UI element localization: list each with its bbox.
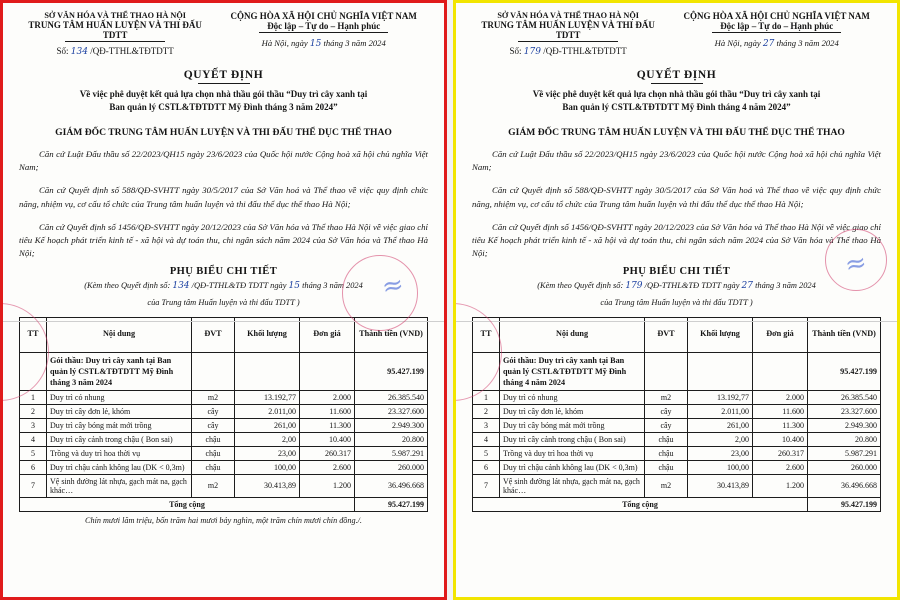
amount-in-words: Chín mươi lăm triệu, bốn trăm hai mươi bảy nghìn, một trăm chín mươi chín đồng./.	[85, 515, 362, 525]
cell-price: 260.317	[300, 446, 355, 460]
cell-tt: 7	[20, 474, 47, 497]
divider	[518, 41, 618, 42]
org-parent-label: SỞ VĂN HÓA VÀ THỂ THAO HÀ NỘI	[497, 11, 639, 20]
nation-motto-label: Độc lập – Tự do – Hạnh phúc	[720, 21, 834, 31]
column-header-content: Nội dung	[47, 317, 192, 352]
annex-ref-prefix: (Kèm theo Quyết định số:	[84, 281, 171, 291]
cell-price: 10.400	[300, 432, 355, 446]
divider	[259, 32, 388, 33]
cell-quantity: 13.192,77	[235, 390, 300, 404]
detail-table	[19, 317, 428, 512]
cell-price: 2.600	[300, 460, 355, 474]
cell-package-amount: 95.427.199	[355, 352, 428, 390]
cell-unit: chậu	[192, 460, 235, 474]
decision-title-block	[19, 69, 428, 138]
place-date-line	[672, 38, 881, 49]
legal-basis-paragraph-2: Căn cứ Quyết định số 588/QĐ-SVHTT ngày 30/5/2017 của Sở Văn hoá và Thể thao về việc quy định chức năng, nhiệm vụ, cơ cấu tổ chức của Trung tâm huấn luyện và thi đấu thể dục thể thao Hà Nội;	[472, 185, 881, 209]
cell-amount: 260.000	[808, 460, 881, 474]
cell-price: 10.400	[753, 432, 808, 446]
page-break-divider	[456, 321, 897, 322]
place-date-suffix: tháng 3 năm 2024	[323, 38, 386, 48]
document-number	[472, 46, 664, 57]
place-date-line	[219, 38, 428, 49]
cell-tt: 7	[473, 474, 500, 497]
cell-amount: 36.496.668	[808, 474, 881, 497]
nation-title-label: CỘNG HÒA XÃ HỘI CHỦ NGHĨA VIỆT NAM	[230, 11, 417, 21]
place-date-prefix: Hà Nội, ngày	[714, 38, 761, 48]
document-right[interactable]	[453, 0, 900, 600]
cell-content: Trồng và duy trì hoa thời vụ	[500, 446, 645, 460]
table-row	[20, 432, 428, 446]
decision-title-block	[472, 69, 881, 138]
annex-header	[472, 266, 881, 309]
cell-tt: 3	[473, 418, 500, 432]
cell-tt: 6	[20, 460, 47, 474]
table-body	[20, 352, 428, 511]
table-body	[473, 352, 881, 511]
cell-content: Duy trì chậu cảnh không lau (DK < 0,3m)	[500, 460, 645, 474]
cell-content: Duy trì cây đơn lẻ, khóm	[500, 404, 645, 418]
cell-tt: 1	[20, 390, 47, 404]
nation-motto-label: Độc lập – Tự do – Hạnh phúc	[267, 21, 381, 31]
so-suffix-label: /QĐ-TTHL&TĐTDTT	[543, 46, 627, 56]
column-header-unit: ĐVT	[192, 317, 235, 352]
cell-amount: 36.496.668	[355, 474, 428, 497]
national-heading	[219, 11, 428, 49]
table-row	[20, 404, 428, 418]
org-name-label: TRUNG TÂM HUẤN LUYỆN VÀ THI ĐẤU TDTT	[28, 20, 202, 40]
issuing-authority-label: GIÁM ĐỐC TRUNG TÂM HUẤN LUYỆN VÀ THI ĐẤU THỂ DỤC THỂ THAO	[55, 127, 392, 139]
annex-reference-line	[19, 280, 428, 294]
table-header-row	[20, 317, 428, 352]
cell-unit: cây	[645, 404, 688, 418]
cell-amount: 23.327.600	[355, 404, 428, 418]
cell-unit	[192, 352, 235, 390]
cell-unit: chậu	[645, 460, 688, 474]
annex-ref-mid: /QĐ-TTHL&TĐ TDTT ngày	[644, 281, 740, 291]
table-row	[473, 432, 881, 446]
annex-ref-suffix: tháng 3 năm 2024	[755, 281, 816, 291]
legal-basis-paragraph-1: Căn cứ Luật Đấu thầu số 22/2023/QH15 ngày 23/6/2023 của Quốc hội nước Cộng hoà xã hội chủ nghĩa Việt Nam;	[19, 149, 428, 173]
column-header-tt: TT	[473, 317, 500, 352]
issuing-organization	[472, 11, 664, 57]
so-prefix-label: Số:	[56, 46, 69, 56]
total-label: Tổng cộng	[20, 497, 355, 511]
table-row	[473, 404, 881, 418]
cell-content: Duy trì cây bóng mát mới trồng	[47, 418, 192, 432]
cell-unit: m2	[645, 390, 688, 404]
document-number	[19, 46, 211, 57]
cell-tt: 4	[473, 432, 500, 446]
cell-unit: cây	[192, 404, 235, 418]
cell-content: Duy trì cỏ nhung	[47, 390, 192, 404]
decision-subject-line-1: Về việc phê duyệt kết quả lựa chọn nhà thầu gói thầu “Duy trì cây xanh tại	[532, 89, 821, 99]
annex-header	[19, 266, 428, 309]
cell-price	[300, 352, 355, 390]
letterhead	[19, 11, 428, 57]
cell-quantity: 23,00	[688, 446, 753, 460]
table-row	[20, 474, 428, 497]
cell-quantity: 261,00	[235, 418, 300, 432]
cell-quantity: 30.413,89	[235, 474, 300, 497]
cell-price: 11.300	[300, 418, 355, 432]
cell-amount: 5.987.291	[808, 446, 881, 460]
column-header-quantity: Khối lượng	[688, 317, 753, 352]
divider	[65, 41, 165, 42]
cell-content: Duy trì cây đơn lẻ, khóm	[47, 404, 192, 418]
cell-content: Duy trì cây cảnh trong chậu ( Bon sai)	[500, 432, 645, 446]
cell-unit: m2	[192, 474, 235, 497]
divider	[198, 83, 250, 84]
page-title: QUYẾT ĐỊNH	[636, 69, 717, 81]
table-row-package	[473, 352, 881, 390]
cell-content: Duy trì cây cảnh trong chậu ( Bon sai)	[47, 432, 192, 446]
decision-subject-line-2: Ban quản lý CSTL&TĐTDTT Mỹ Đình tháng 4 năm 2024”	[562, 102, 791, 113]
column-header-unit: ĐVT	[645, 317, 688, 352]
cell-package-amount: 95.427.199	[808, 352, 881, 390]
column-header-content: Nội dung	[500, 317, 645, 352]
cell-amount: 260.000	[355, 460, 428, 474]
cell-quantity: 100,00	[688, 460, 753, 474]
cell-unit: cây	[645, 418, 688, 432]
decision-subject-line-2: Ban quản lý CSTL&TĐTDTT Mỹ Đình tháng 3 năm 2024”	[109, 102, 338, 113]
org-parent-label: SỞ VĂN HÓA VÀ THỂ THAO HÀ NỘI	[44, 11, 186, 20]
cell-price: 11.600	[300, 404, 355, 418]
cell-unit: chậu	[192, 432, 235, 446]
cell-content: Trồng và duy trì hoa thời vụ	[47, 446, 192, 460]
date-day-handwritten: 27	[762, 39, 775, 49]
nation-title-label: CỘNG HÒA XÃ HỘI CHỦ NGHĨA VIỆT NAM	[683, 11, 870, 21]
table-row	[20, 446, 428, 460]
so-number-handwritten: 134	[70, 47, 88, 57]
column-header-tt: TT	[20, 317, 47, 352]
table-row-total	[20, 497, 428, 511]
cell-content: Vệ sinh đường lát nhựa, gạch mát na, gạch khác…	[47, 474, 192, 497]
place-date-suffix: tháng 3 năm 2024	[776, 38, 839, 48]
cell-quantity: 2,00	[688, 432, 753, 446]
cell-tt: 6	[473, 460, 500, 474]
column-header-price: Đơn giá	[753, 317, 808, 352]
legal-basis-paragraph-3: Căn cứ Quyết định số 1456/QĐ-SVHTT ngày 20/12/2023 của Sở Văn hóa và Thể thao Hà Nội về việc giao chỉ tiêu Kế hoạch phát triển kinh tế - xã hội và dự toán thu, chi ngân sách năm 2024 của Sở Văn hóa và Thể thao Hà Nội;	[472, 221, 881, 259]
table-row	[473, 390, 881, 404]
annex-ref-day-handwritten: 15	[288, 281, 300, 292]
table-row	[473, 460, 881, 474]
cell-unit: chậu	[192, 446, 235, 460]
so-number-handwritten: 179	[523, 47, 541, 57]
annex-ref-mid: /QĐ-TTHL&TĐ TDTT ngày	[191, 281, 287, 291]
cell-unit: chậu	[645, 446, 688, 460]
so-prefix-label: Số:	[509, 46, 522, 56]
cell-package-name: Gói thầu: Duy trì cây xanh tại Ban quản lý CSTL&TĐTDTT Mỹ Đình tháng 4 năm 2024	[500, 352, 645, 390]
table-row	[473, 418, 881, 432]
cell-quantity: 23,00	[235, 446, 300, 460]
page-content-left	[3, 3, 444, 597]
cell-unit: chậu	[645, 432, 688, 446]
letterhead	[472, 11, 881, 57]
table-header-row	[473, 317, 881, 352]
cell-price: 1.200	[753, 474, 808, 497]
cell-price: 11.600	[753, 404, 808, 418]
cell-quantity	[235, 352, 300, 390]
cell-package-name: Gói thầu: Duy trì cây xanh tại Ban quản lý CSTL&TĐTDTT Mỹ Đình tháng 3 năm 2024	[47, 352, 192, 390]
table-row-package	[20, 352, 428, 390]
annex-ref-number-handwritten: 134	[172, 281, 190, 292]
table-row	[473, 446, 881, 460]
national-heading	[672, 11, 881, 49]
cell-tt: 4	[20, 432, 47, 446]
total-amount: 95.427.199	[355, 497, 428, 511]
table-header	[473, 317, 881, 352]
cell-tt: 2	[20, 404, 47, 418]
annex-ref-prefix: (Kèm theo Quyết định số:	[537, 281, 624, 291]
cell-content: Vệ sinh đường lát nhựa, gạch mát na, gạch khác…	[500, 474, 645, 497]
cell-content: Duy trì chậu cảnh không lau (DK < 0,3m)	[47, 460, 192, 474]
table-row	[20, 418, 428, 432]
cell-price: 260.317	[753, 446, 808, 460]
decision-subject-line-1: Về việc phê duyệt kết quả lựa chọn nhà thầu gói thầu “Duy trì cây xanh tại	[79, 89, 368, 99]
cell-amount: 20.800	[355, 432, 428, 446]
cell-price: 2.000	[753, 390, 808, 404]
cell-amount: 2.949.300	[808, 418, 881, 432]
annex-reference-line	[472, 280, 881, 294]
document-left[interactable]	[0, 0, 447, 600]
cell-tt: 2	[473, 404, 500, 418]
cell-quantity: 100,00	[235, 460, 300, 474]
cell-tt: 3	[20, 418, 47, 432]
signature-scrawl: ≈	[842, 247, 870, 281]
cell-amount: 5.987.291	[355, 446, 428, 460]
cell-tt	[20, 352, 47, 390]
cell-quantity: 2.011,00	[235, 404, 300, 418]
cell-unit: cây	[192, 418, 235, 432]
cell-tt	[473, 352, 500, 390]
legal-basis-paragraph-1: Căn cứ Luật Đấu thầu số 22/2023/QH15 ngày 23/6/2023 của Quốc hội nước Cộng hoà xã hội chủ nghĩa Việt Nam;	[472, 149, 881, 173]
column-header-amount: Thành tiền (VND)	[808, 317, 881, 352]
cell-price: 2.600	[753, 460, 808, 474]
cell-unit	[645, 352, 688, 390]
table-row-total	[473, 497, 881, 511]
cell-quantity: 30.413,89	[688, 474, 753, 497]
cell-price: 2.000	[300, 390, 355, 404]
table-header	[20, 317, 428, 352]
legal-basis-paragraph-2: Căn cứ Quyết định số 588/QĐ-SVHTT ngày 30/5/2017 của Sở Văn hoá và Thể thao về việc quy định chức năng, nhiệm vụ, cơ cấu tổ chức của Trung tâm huấn luyện và thi đấu thể dục thể thao Hà Nội;	[19, 185, 428, 209]
cell-price: 1.200	[300, 474, 355, 497]
cell-unit: m2	[645, 474, 688, 497]
page-break-divider	[3, 321, 444, 322]
detail-table	[472, 317, 881, 512]
annex-title-label: PHỤ BIỂU CHI TIẾT	[169, 266, 278, 278]
column-header-price: Đơn giá	[300, 317, 355, 352]
cell-quantity: 2.011,00	[688, 404, 753, 418]
annex-issuer-line: của Trung tâm Huấn luyện và thi đấu TDTT )	[147, 297, 300, 307]
cell-tt: 5	[473, 446, 500, 460]
cell-amount: 2.949.300	[355, 418, 428, 432]
legal-basis-paragraph-3: Căn cứ Quyết định số 1456/QĐ-SVHTT ngày 20/12/2023 của Sở Văn hóa và Thể thao Hà Nội về việc giao chỉ tiêu Kế hoạch phát triển kinh tế - xã hội và dự toán thu, chi ngân sách năm 2024 của Sở Văn hóa và Thể thao Hà Nội;	[19, 221, 428, 259]
column-header-amount: Thành tiền (VND)	[355, 317, 428, 352]
annex-ref-day-handwritten: 27	[741, 281, 753, 292]
place-date-prefix: Hà Nội, ngày	[261, 38, 308, 48]
cell-quantity: 2,00	[235, 432, 300, 446]
cell-tt: 1	[473, 390, 500, 404]
date-day-handwritten: 15	[309, 39, 322, 49]
cell-amount: 23.327.600	[808, 404, 881, 418]
issuing-authority-label: GIÁM ĐỐC TRUNG TÂM HUẤN LUYỆN VÀ THI ĐẤU THỂ DỤC THỂ THAO	[508, 127, 845, 139]
divider	[651, 83, 703, 84]
cell-price: 11.300	[753, 418, 808, 432]
cell-content: Duy trì cây bóng mát mới trồng	[500, 418, 645, 432]
cell-unit: m2	[192, 390, 235, 404]
cell-quantity: 261,00	[688, 418, 753, 432]
cell-price	[753, 352, 808, 390]
cell-amount: 20.800	[808, 432, 881, 446]
cell-content: Duy trì cỏ nhung	[500, 390, 645, 404]
column-header-quantity: Khối lượng	[235, 317, 300, 352]
total-amount: 95.427.199	[808, 497, 881, 511]
table-row	[20, 390, 428, 404]
annex-ref-number-handwritten: 179	[625, 281, 643, 292]
annex-ref-suffix: tháng 3 năm 2024	[302, 281, 363, 291]
cell-quantity	[688, 352, 753, 390]
cell-tt: 5	[20, 446, 47, 460]
total-label: Tổng cộng	[473, 497, 808, 511]
divider	[712, 32, 841, 33]
cell-amount: 26.385.540	[808, 390, 881, 404]
issuing-organization	[19, 11, 211, 57]
table-row	[20, 460, 428, 474]
annex-title-label: PHỤ BIỂU CHI TIẾT	[622, 266, 731, 278]
signature-scrawl: ≈	[379, 269, 407, 303]
page-content-right	[456, 3, 897, 597]
annex-issuer-line: của Trung tâm Huấn luyện và thi đấu TDTT )	[600, 297, 753, 307]
org-name-label: TRUNG TÂM HUẤN LUYỆN VÀ THI ĐẤU TDTT	[481, 20, 655, 40]
cell-quantity: 13.192,77	[688, 390, 753, 404]
so-suffix-label: /QĐ-TTHL&TĐTDTT	[90, 46, 174, 56]
page-title: QUYẾT ĐỊNH	[183, 69, 264, 81]
cell-amount: 26.385.540	[355, 390, 428, 404]
table-row	[473, 474, 881, 497]
